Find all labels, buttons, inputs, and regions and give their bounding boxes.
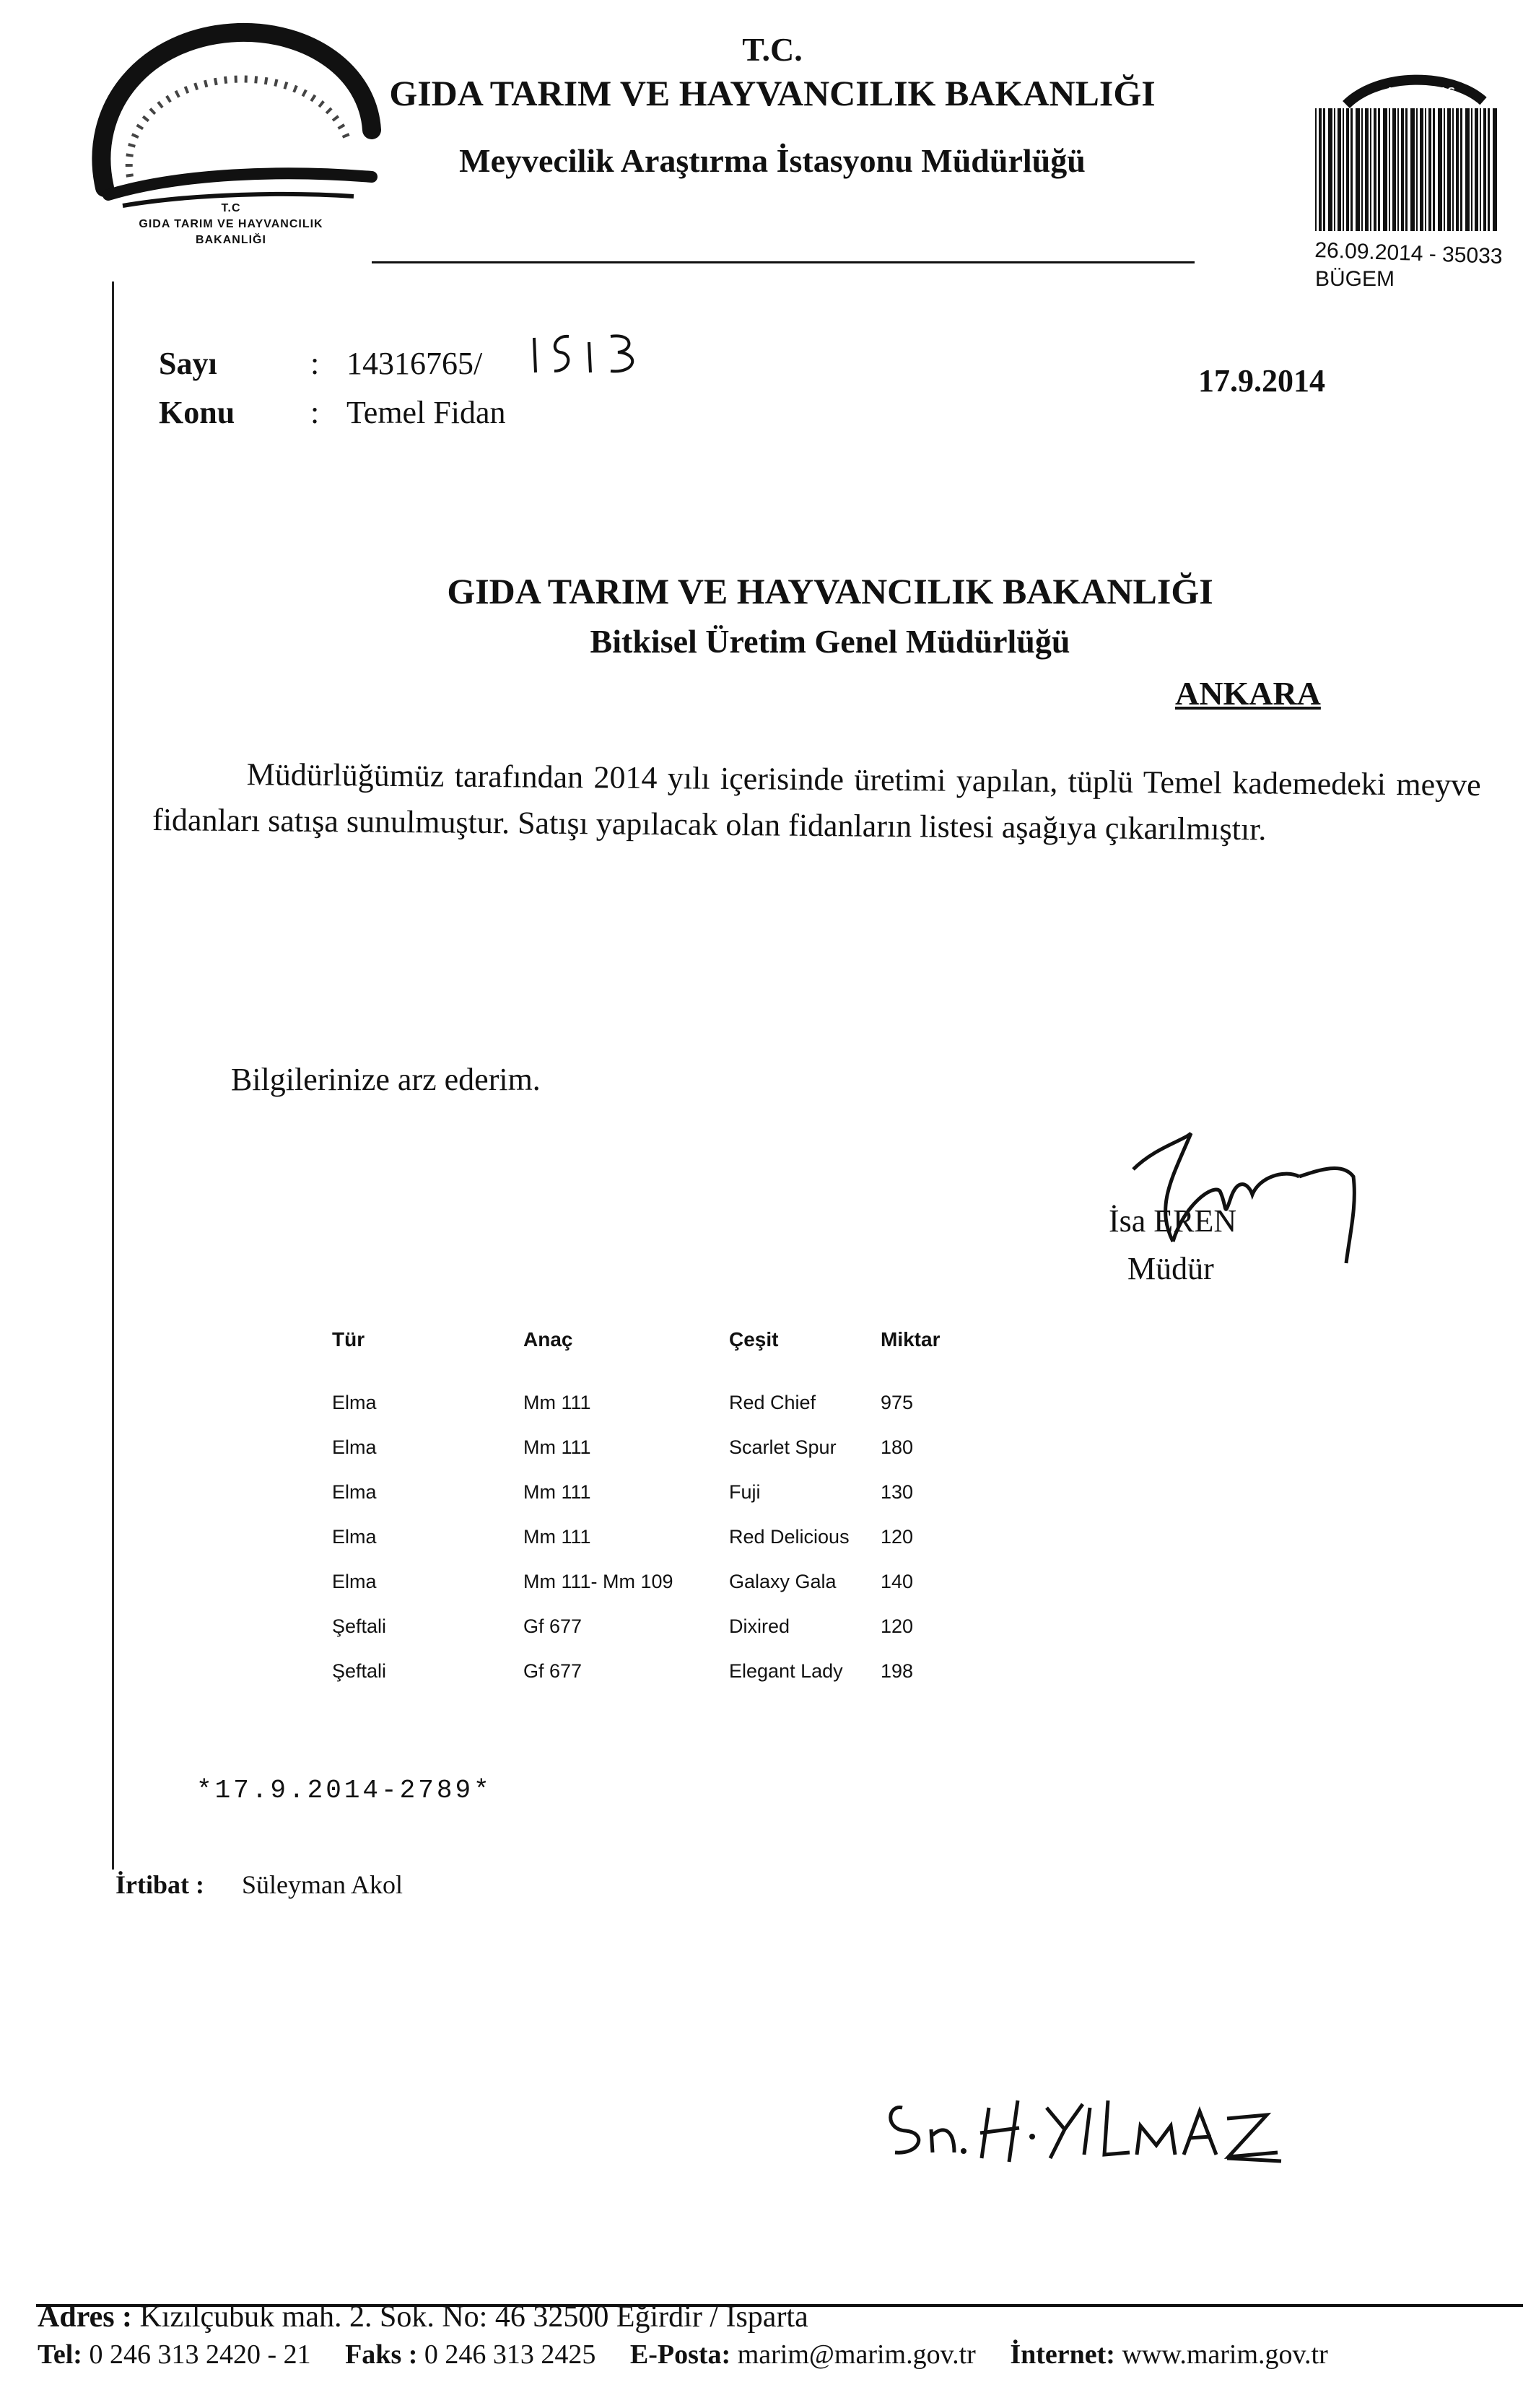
table-cell: 130	[881, 1481, 914, 1503]
barcode-bar	[1488, 108, 1490, 231]
footer-contact	[38, 2339, 1328, 2370]
body-paragraph: Müdürlüğümüz tarafından 2014 yılı içerisinde üretimi yapılan, tüplü Temel kademedeki meyve fidanları satışa sunulmuştur. Satışı yapılacak olan fidanların listesi aşağıya çıkarılmıştır.	[152, 756, 1481, 847]
table-row	[318, 1660, 967, 1689]
barcode-bar	[1378, 108, 1380, 231]
table-row	[318, 1615, 967, 1644]
ministry-emblem-icon	[79, 22, 383, 209]
footer-tel-value: 0 246 313 2420 - 21	[89, 2339, 311, 2370]
logo-text-ministry: GIDA TARIM VE HAYVANCILIK	[139, 218, 323, 230]
barcode-bar	[1483, 108, 1486, 231]
table-cell: Red Delicious	[729, 1526, 850, 1548]
barcode-bar	[1493, 108, 1497, 231]
footer-tel-label: Tel:	[38, 2339, 82, 2370]
barcode-bar	[1397, 108, 1399, 231]
signer-name: İsa EREN	[1109, 1203, 1237, 1239]
signer-title: Müdür	[1127, 1251, 1214, 1286]
konu-colon: :	[310, 395, 320, 430]
header-rule	[372, 261, 1195, 263]
sayi-handwritten-number	[525, 329, 648, 380]
sayi-label: Sayı	[159, 346, 217, 381]
barcode-bar	[1460, 108, 1462, 231]
barcode-arc-icon	[1343, 65, 1487, 108]
table-row	[318, 1392, 967, 1421]
barcode-bar	[1383, 108, 1387, 231]
table-cell: 120	[881, 1526, 914, 1548]
logo-text-tc: T.C	[221, 202, 241, 214]
table-cell: Red Chief	[729, 1392, 816, 1413]
table-row	[318, 1526, 967, 1555]
barcode-bar	[1410, 108, 1415, 231]
table-cell: Mm 111- Mm 109	[523, 1571, 673, 1592]
barcode-bar	[1480, 108, 1481, 231]
table-cell: 975	[881, 1392, 914, 1413]
table-cell: Scarlet Spur	[729, 1436, 837, 1458]
table-header-cell: Tür	[332, 1328, 365, 1351]
table-header-cell: Çeşit	[729, 1328, 779, 1351]
barcode-bar	[1401, 108, 1404, 231]
header-station: Meyvecilik Araştırma İstasyonu Müdürlüğü	[459, 142, 1086, 179]
footer-fax-label: Faks :	[345, 2339, 418, 2370]
table-row	[318, 1481, 967, 1510]
header-ministry: GIDA TARIM VE HAYVANCILIK BAKANLIĞI	[389, 73, 1156, 113]
sayi-value: 14316765/	[346, 346, 483, 381]
barcode-bar	[1438, 108, 1442, 231]
barcode-bar	[1425, 108, 1426, 231]
barcode-bar	[1428, 108, 1431, 231]
handwritten-note-icon	[888, 2086, 1292, 2173]
table-cell: Mm 111	[523, 1392, 591, 1413]
table-cell: Elma	[332, 1481, 377, 1503]
table-cell: Mm 111	[523, 1481, 591, 1503]
footer-address-value: Kızılçubuk mah. 2. Sok. No: 46 32500 Eğirdir / Isparta	[139, 2300, 808, 2334]
barcode-bar	[1475, 108, 1478, 231]
table-cell: Dixired	[729, 1615, 790, 1637]
addressee-city: ANKARA	[1175, 675, 1321, 712]
table-header-cell: Anaç	[523, 1328, 573, 1351]
table-cell: Galaxy Gala	[729, 1571, 837, 1592]
barcode-bar	[1328, 108, 1332, 231]
table-cell: Elma	[332, 1571, 377, 1592]
table-cell: Elegant Lady	[729, 1660, 843, 1682]
barcode-bar	[1420, 108, 1423, 231]
barcode-bar	[1315, 108, 1317, 231]
barcode-bar	[1471, 108, 1472, 231]
addressee-ministry: GIDA TARIM VE HAYVANCILIK BAKANLIĞI	[447, 571, 1213, 611]
table-cell: 140	[881, 1571, 914, 1592]
barcode-bar	[1319, 108, 1322, 231]
footer-fax-value: 0 246 313 2425	[424, 2339, 596, 2370]
table-cell: Elma	[332, 1526, 377, 1548]
table-cell: Gf 677	[523, 1615, 582, 1637]
barcode-bar	[1374, 108, 1376, 231]
barcode-bar	[1416, 108, 1418, 231]
contact-label: İrtibat :	[115, 1870, 204, 1899]
barcode-bar	[1338, 108, 1341, 231]
margin-line	[112, 282, 114, 1870]
footer-email-value: marim@marim.gov.tr	[737, 2339, 976, 2370]
konu-value: Temel Fidan	[346, 395, 506, 430]
logo-text-bakanligi: BAKANLIĞI	[196, 234, 266, 246]
header-tc: T.C.	[742, 31, 803, 68]
table-header-cell: Miktar	[881, 1328, 941, 1351]
footer-address-label: Adres :	[38, 2300, 133, 2334]
barcode-bar	[1392, 108, 1396, 231]
barcode-bar	[1447, 108, 1451, 231]
closing-line: Bilgilerinize arz ederim.	[231, 1062, 541, 1097]
footer-web-label: İnternet:	[1010, 2339, 1115, 2370]
barcode-date-number: 26.09.2014 - 35033	[1314, 238, 1504, 269]
barcode-bar	[1405, 108, 1408, 231]
barcode-bar	[1456, 108, 1459, 231]
table-row	[318, 1436, 967, 1465]
barcode-bar	[1323, 108, 1325, 231]
barcode-bar	[1389, 108, 1390, 231]
barcode-arc-text: ANKA İSTAS	[1386, 86, 1455, 98]
table-cell: Mm 111	[523, 1436, 591, 1458]
barcode-bar	[1346, 108, 1349, 231]
table-row	[318, 1571, 967, 1600]
sayi-colon: :	[310, 346, 320, 381]
table-cell: 120	[881, 1615, 914, 1637]
barcode-stamp	[1299, 65, 1530, 291]
table-cell: Şeftali	[332, 1660, 387, 1682]
table-cell: Fuji	[729, 1481, 761, 1503]
table-cell: Elma	[332, 1392, 377, 1413]
table-header-row	[318, 1328, 967, 1357]
footer-web-value: www.marim.gov.tr	[1122, 2339, 1328, 2370]
table-cell: 180	[881, 1436, 914, 1458]
barcode-bar	[1361, 108, 1363, 231]
barcode-unit: BÜGEM	[1315, 267, 1395, 291]
table-cell: Şeftali	[332, 1615, 387, 1637]
barcode-bar	[1433, 108, 1435, 231]
barcode-bar	[1370, 108, 1371, 231]
barcode-bar	[1444, 108, 1445, 231]
barcode-bar	[1465, 108, 1470, 231]
addressee-department: Bitkisel Üretim Genel Müdürlüğü	[590, 623, 1070, 660]
document-date: 17.9.2014	[1198, 363, 1325, 398]
konu-label: Konu	[159, 395, 235, 430]
table-cell: Elma	[332, 1436, 377, 1458]
barcode-bar	[1356, 108, 1360, 231]
table-cell: 198	[881, 1660, 914, 1682]
barcode-icon	[1314, 108, 1501, 238]
footer-address	[38, 2300, 808, 2334]
table-cell: Gf 677	[523, 1660, 582, 1682]
table-cell: Mm 111	[523, 1526, 591, 1548]
contact-person: Süleyman Akol	[242, 1870, 403, 1899]
barcode-bar	[1334, 108, 1335, 231]
barcode-bar	[1452, 108, 1454, 231]
footer-email-label: E-Posta:	[629, 2339, 731, 2370]
barcode-bar	[1350, 108, 1353, 231]
document-reference: *17.9.2014-2789*	[196, 1776, 492, 1805]
ministry-logo	[79, 22, 383, 267]
barcode-bar	[1365, 108, 1369, 231]
barcode-bar	[1343, 108, 1344, 231]
